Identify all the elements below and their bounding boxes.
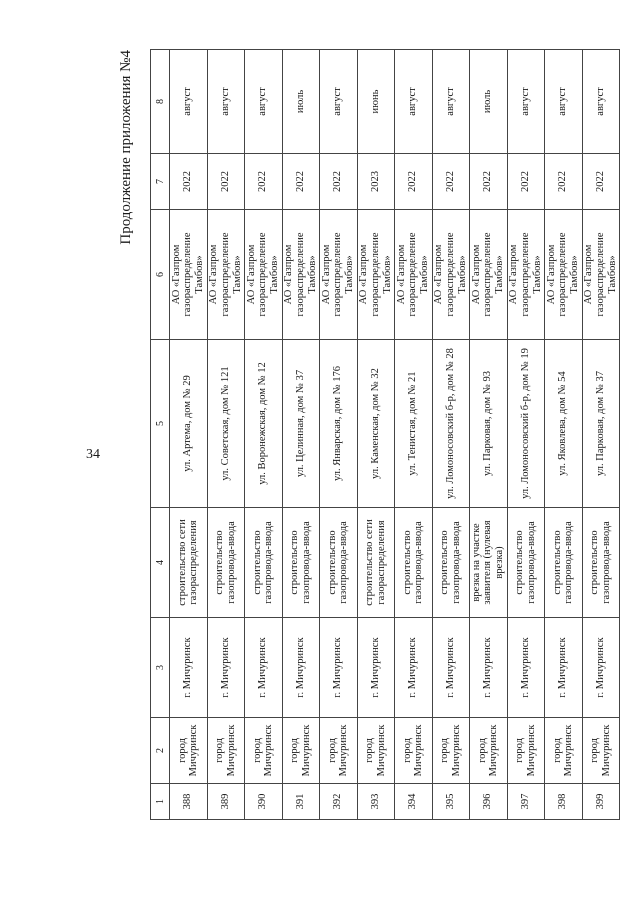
row-number: 398 <box>545 784 583 820</box>
organization-cell: АО «Газпром газораспределение Тамбов» <box>320 210 358 340</box>
address-cell: ул. Парковая, дом № 93 <box>470 340 508 508</box>
address-cell: ул. Воронежская, дом № 12 <box>245 340 283 508</box>
year-cell: 2022 <box>320 154 358 210</box>
year-cell: 2022 <box>507 154 545 210</box>
settlement-cell: г. Мичуринск <box>545 618 583 718</box>
municipality-cell: город Мичуринск <box>507 718 545 784</box>
organization-cell: АО «Газпром газораспределение Тамбов» <box>582 210 620 340</box>
work-type-cell: строительство газопровода-ввода <box>545 508 583 618</box>
address-cell: ул. Январская, дом № 176 <box>320 340 358 508</box>
organization-cell: АО «Газпром газораспределение Тамбов» <box>170 210 208 340</box>
row-number: 397 <box>507 784 545 820</box>
work-type-cell: строительство газопровода-ввода <box>207 508 245 618</box>
year-cell: 2022 <box>432 154 470 210</box>
municipality-cell: город Мичуринск <box>357 718 395 784</box>
municipality-cell: город Мичуринск <box>395 718 433 784</box>
address-cell: ул. Ломоносовский б-р, дом № 19 <box>507 340 545 508</box>
work-type-cell: строительство газопровода-ввода <box>395 508 433 618</box>
settlement-cell: г. Мичуринск <box>245 618 283 718</box>
work-type-cell: строительство газопровода-ввода <box>582 508 620 618</box>
settlement-cell: г. Мичуринск <box>320 618 358 718</box>
work-type-cell: строительство газопровода-ввода <box>245 508 283 618</box>
year-cell: 2022 <box>245 154 283 210</box>
settlement-cell: г. Мичуринск <box>470 618 508 718</box>
table-row <box>432 50 470 820</box>
column-header: 8 <box>151 50 170 154</box>
work-type-cell: строительство газопровода-ввода <box>432 508 470 618</box>
address-cell: ул. Парковая, дом № 37 <box>582 340 620 508</box>
work-type-cell: врезка на участке заявителя (нулевая врезка) <box>470 508 508 618</box>
rotated-page <box>110 50 640 820</box>
year-cell: 2022 <box>282 154 320 210</box>
municipality-cell: город Мичуринск <box>320 718 358 784</box>
month-cell: август <box>545 50 583 154</box>
page-number: 34 <box>86 447 100 462</box>
settlement-cell: г. Мичуринск <box>507 618 545 718</box>
address-cell: ул. Советская, дом № 121 <box>207 340 245 508</box>
organization-cell: АО «Газпром газораспределение Тамбов» <box>245 210 283 340</box>
year-cell: 2022 <box>545 154 583 210</box>
row-number: 389 <box>207 784 245 820</box>
municipality-cell: город Мичуринск <box>245 718 283 784</box>
municipality-cell: город Мичуринск <box>545 718 583 784</box>
settlement-cell: г. Мичуринск <box>395 618 433 718</box>
table-row <box>282 50 320 820</box>
month-cell: август <box>320 50 358 154</box>
column-header: 6 <box>151 210 170 340</box>
row-number: 395 <box>432 784 470 820</box>
row-number: 390 <box>245 784 283 820</box>
settlement-cell: г. Мичуринск <box>582 618 620 718</box>
settlement-cell: г. Мичуринск <box>207 618 245 718</box>
work-type-cell: строительство газопровода-ввода <box>507 508 545 618</box>
organization-cell: АО «Газпром газораспределение Тамбов» <box>357 210 395 340</box>
month-cell: июль <box>470 50 508 154</box>
work-type-cell: строительство газопровода-ввода <box>320 508 358 618</box>
work-type-cell: строительство газопровода-ввода <box>282 508 320 618</box>
settlement-cell: г. Мичуринск <box>357 618 395 718</box>
municipality-cell: город Мичуринск <box>470 718 508 784</box>
column-header: 5 <box>151 340 170 508</box>
work-type-cell: строительство сети газораспределения <box>170 508 208 618</box>
address-cell: ул. Тенистая, дом № 21 <box>395 340 433 508</box>
month-cell: август <box>582 50 620 154</box>
organization-cell: АО «Газпром газораспределение Тамбов» <box>507 210 545 340</box>
table-row <box>582 50 620 820</box>
table-row <box>207 50 245 820</box>
address-cell: ул. Целинная, дом № 37 <box>282 340 320 508</box>
organization-cell: АО «Газпром газораспределение Тамбов» <box>207 210 245 340</box>
row-number: 396 <box>470 784 508 820</box>
table-row <box>395 50 433 820</box>
organization-cell: АО «Газпром газораспределение Тамбов» <box>545 210 583 340</box>
organization-cell: АО «Газпром газораспределение Тамбов» <box>432 210 470 340</box>
table-row <box>320 50 358 820</box>
municipality-cell: город Мичуринск <box>170 718 208 784</box>
year-cell: 2022 <box>582 154 620 210</box>
table-row <box>245 50 283 820</box>
municipality-cell: город Мичуринск <box>282 718 320 784</box>
work-type-cell: строительство сети газораспределения <box>357 508 395 618</box>
address-cell: ул. Ломоносовский б-р, дом № 28 <box>432 340 470 508</box>
table-row <box>357 50 395 820</box>
year-cell: 2022 <box>470 154 508 210</box>
appendix-caption: Продолжение приложения №4 <box>118 50 134 245</box>
organization-cell: АО «Газпром газораспределение Тамбов» <box>395 210 433 340</box>
municipality-cell: город Мичуринск <box>582 718 620 784</box>
settlement-cell: г. Мичуринск <box>170 618 208 718</box>
table-row <box>170 50 208 820</box>
row-number: 388 <box>170 784 208 820</box>
table-row <box>470 50 508 820</box>
organization-cell: АО «Газпром газораспределение Тамбов» <box>282 210 320 340</box>
year-cell: 2022 <box>207 154 245 210</box>
month-cell: июль <box>282 50 320 154</box>
table-row <box>507 50 545 820</box>
year-cell: 2023 <box>357 154 395 210</box>
month-cell: август <box>207 50 245 154</box>
column-header: 2 <box>151 718 170 784</box>
row-number: 393 <box>357 784 395 820</box>
year-cell: 2022 <box>170 154 208 210</box>
month-cell: август <box>245 50 283 154</box>
column-header: 7 <box>151 154 170 210</box>
row-number: 391 <box>282 784 320 820</box>
month-cell: август <box>395 50 433 154</box>
settlement-cell: г. Мичуринск <box>282 618 320 718</box>
row-number: 399 <box>582 784 620 820</box>
month-cell: июнь <box>357 50 395 154</box>
month-cell: август <box>170 50 208 154</box>
settlement-cell: г. Мичуринск <box>432 618 470 718</box>
row-number: 392 <box>320 784 358 820</box>
municipality-cell: город Мичуринск <box>207 718 245 784</box>
organization-cell: АО «Газпром газораспределение Тамбов» <box>470 210 508 340</box>
municipality-cell: город Мичуринск <box>432 718 470 784</box>
column-header: 3 <box>151 618 170 718</box>
table-row <box>545 50 583 820</box>
month-cell: август <box>507 50 545 154</box>
column-header: 4 <box>151 508 170 618</box>
row-number: 394 <box>395 784 433 820</box>
address-cell: ул. Каменская, дом № 32 <box>357 340 395 508</box>
address-cell: ул. Яковлева, дом № 54 <box>545 340 583 508</box>
month-cell: август <box>432 50 470 154</box>
year-cell: 2022 <box>395 154 433 210</box>
column-header: 1 <box>151 784 170 820</box>
gas-works-table <box>150 49 620 820</box>
header-row <box>151 50 170 820</box>
address-cell: ул. Артема, дом № 29 <box>170 340 208 508</box>
